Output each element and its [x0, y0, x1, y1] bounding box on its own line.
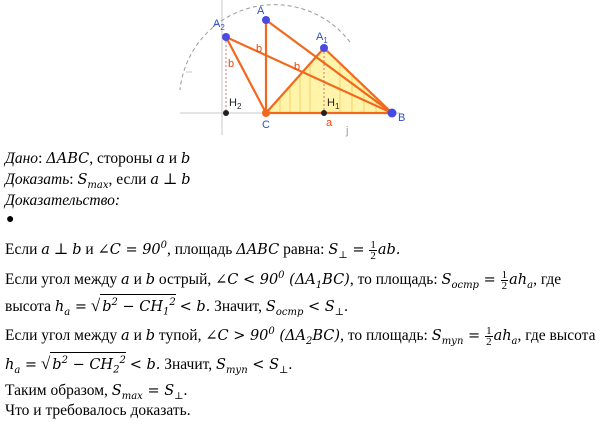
geometry-figure	[0, 0, 600, 150]
point-c	[262, 109, 270, 117]
point-h2	[223, 110, 229, 116]
label-h2: $H_2$	[229, 97, 242, 111]
prove-label: Доказать	[5, 171, 70, 188]
radical-2: $b^2 - CH_2^2$	[50, 352, 126, 379]
fraction-half: $\frac{1}{2}$	[370, 238, 376, 262]
if-word: , если	[108, 171, 147, 188]
given-label: Дано	[5, 150, 39, 167]
s-max: $S_{max}$	[77, 172, 109, 191]
label-b-right: b	[294, 61, 301, 73]
proof-line-3: высота $h_a$ = √ $b^2 - CH_1^2 < b$. Значит, $S_{остр} < S_\perp$.	[5, 294, 348, 323]
label-b-point: B	[398, 112, 406, 124]
given-line: Дано: ΔABC, стороны a и b	[5, 150, 191, 167]
point-a2	[222, 33, 230, 41]
radical-1: $b^2 - CH_1^2$	[100, 294, 176, 321]
given-rest: , стороны	[89, 150, 153, 167]
label-b-left: b	[228, 58, 235, 70]
proof-line-4: Если угол между a и b тупой, ∠C > $90^0$ $(\Delta A_2BC)$, то площадь: $S_{туп}$ = $\frac{1}{2}$ $ah_a$, где высота	[5, 324, 596, 348]
point-a1	[320, 44, 328, 52]
point-h1	[321, 110, 327, 116]
proof-line-5: $h_a$ = √ $b^2 - CH_2^2 < b$. Значит, $S_{туп} < S_\perp$.	[5, 352, 292, 381]
label-side-a: a	[326, 117, 333, 129]
proof-heading: Доказательство:	[5, 192, 121, 209]
proof-line-1: Если a ⊥ b и ∠C = $90^0$, площадь ΔABC равна: $S_\perp$ = $\frac{1}{2}$ ab.	[5, 238, 401, 262]
and-word: и	[168, 150, 178, 167]
point-a	[262, 16, 270, 24]
prove-line: Доказать: $S_{max}$, если a ⊥ b	[5, 171, 191, 191]
label-a1: $A_1$	[316, 31, 328, 45]
label-a: A	[257, 5, 265, 17]
proof-line-2: Если угол между a и b острый, ∠C < $90^0$ $(\Delta A_1BC)$, то площадь: $S_{остр}$ = $\frac{1}{2}$ $ah_a$, где	[5, 268, 562, 292]
label-c: C	[262, 119, 270, 131]
point-b	[388, 109, 397, 118]
side-b: b	[180, 151, 191, 167]
label-h1: $H_1$	[327, 97, 340, 111]
proof-line-6: Таким образом, $S_{max} = S_\perp$.	[5, 382, 188, 402]
proof-conclusion: Что и требовалось доказать.	[5, 402, 191, 419]
given-triangle: ΔABC	[46, 151, 90, 167]
bullet-marker: ●	[6, 212, 15, 227]
label-j: j	[346, 125, 349, 137]
label-a2: $A_2$	[213, 18, 225, 32]
label-b-mid: b	[256, 43, 263, 55]
side-a: a	[156, 151, 165, 167]
